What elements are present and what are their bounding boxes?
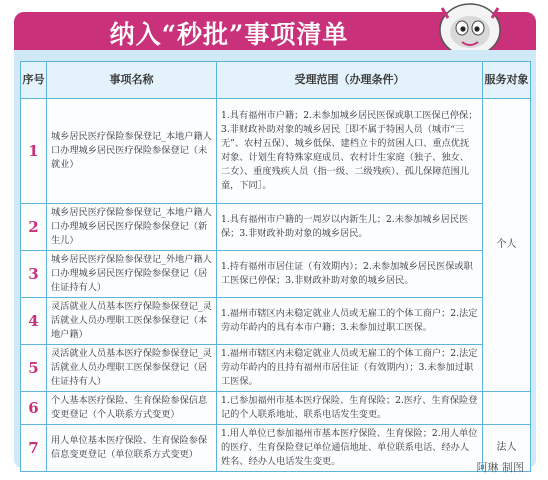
service-object-empty xyxy=(483,392,531,425)
row-number: 7 xyxy=(21,425,47,472)
matter-name: 城乡居民医疗保险参保登记_外地户籍人口办理城乡居民医疗保险参保登记（居住证持有人） xyxy=(47,251,217,298)
row-number: 4 xyxy=(21,298,47,345)
table-row xyxy=(21,204,531,251)
row-number: 3 xyxy=(21,251,47,298)
matter-name: 城乡居民医疗保险参保登记_本地户籍人口办理城乡居民医疗保险参保登记（未就业） xyxy=(47,99,217,204)
matter-name: 个人基本医疗保险、生育保险参保信息变更登记（个人联系方式变更） xyxy=(47,392,217,425)
matter-scope: 1.已参加福州市基本医疗保险、生育保险；2.医疗、生育保险登记的个人联系地址、联系电话发生变更。 xyxy=(217,392,483,425)
table-row xyxy=(21,298,531,345)
matter-name: 城乡居民医疗保险参保登记_本地户籍人口办理城乡居民医疗保险参保登记（新生儿） xyxy=(47,204,217,251)
table-row xyxy=(21,345,531,392)
table-header-row xyxy=(21,62,531,99)
matters-table xyxy=(20,61,531,472)
header-object: 服务对象 xyxy=(483,62,531,99)
row-number: 5 xyxy=(21,345,47,392)
matter-scope: 1.具有福州市户籍；2.未参加城乡居民医保或职工医保已停保；3.非财政补助对象的城乡居民［即不属于特困人员（城市“三无”、农村五保）、城乡低保、建档立卡的贫困人口、重点优抚对象、计划生育特殊家庭成员、农村计生家庭（独子、独女、二女）、重度残疾人员（指一级、二级残疾）、孤儿保障范围儿童，下同］。 xyxy=(217,99,483,204)
table-row xyxy=(21,425,531,472)
title-banner xyxy=(14,12,536,50)
matter-name: 用人单位基本医疗保险、生育保险参保信息变更登记（单位联系方式变更） xyxy=(47,425,217,472)
service-object-employer: 法人 xyxy=(483,425,531,472)
table-row xyxy=(21,392,531,425)
matter-name: 灵活就业人员基本医疗保险参保登记_灵活就业人员办理职工医保参保登记（居住证持有人） xyxy=(47,345,217,392)
header-name: 事项名称 xyxy=(47,62,217,99)
matter-scope: 1.用人单位已参加福州市基本医疗保险、生育保险；2.用人单位的医疗、生育保险登记单位通信地址、单位联系电话、经办人姓名、经办人电话发生变更。 xyxy=(217,425,483,472)
matter-scope: 1.具有福州市户籍的一周岁以内新生儿；2.未参加城乡居民医保；3.非财政补助对象的城乡居民。 xyxy=(217,204,483,251)
row-number: 2 xyxy=(21,204,47,251)
image-credit: 阿琳 制图 xyxy=(476,461,524,474)
matter-name: 灵活就业人员基本医疗保险参保登记_灵活就业人员办理职工医保参保登记（本地户籍） xyxy=(47,298,217,345)
matter-scope: 1.福州市辖区内未稳定就业人员或无雇工的个体工商户；2.法定劳动年龄内的且持有福州市居住证（有效期内）；3.未参加过职工医保。 xyxy=(217,345,483,392)
matter-scope: 1.持有福州市居住证（有效期内）；2.未参加城乡居民医保或职工医保已停保；3.非财政补助对象的城乡居民。 xyxy=(217,251,483,298)
table-row xyxy=(21,99,531,204)
page-title: 纳入“秒批”事项清单 xyxy=(109,20,349,49)
header-scope: 受理范围（办理条件） xyxy=(217,62,483,99)
table-row xyxy=(21,251,531,298)
service-object-personal: 个人 xyxy=(483,99,531,392)
row-number: 6 xyxy=(21,392,47,425)
matter-scope: 1.福州市辖区内未稳定就业人员或无雇工的个体工商户；2.法定劳动年龄内的具有本市户籍；3.未参加过职工医保。 xyxy=(217,298,483,345)
header-seq: 序号 xyxy=(21,62,47,99)
row-number: 1 xyxy=(21,99,47,204)
